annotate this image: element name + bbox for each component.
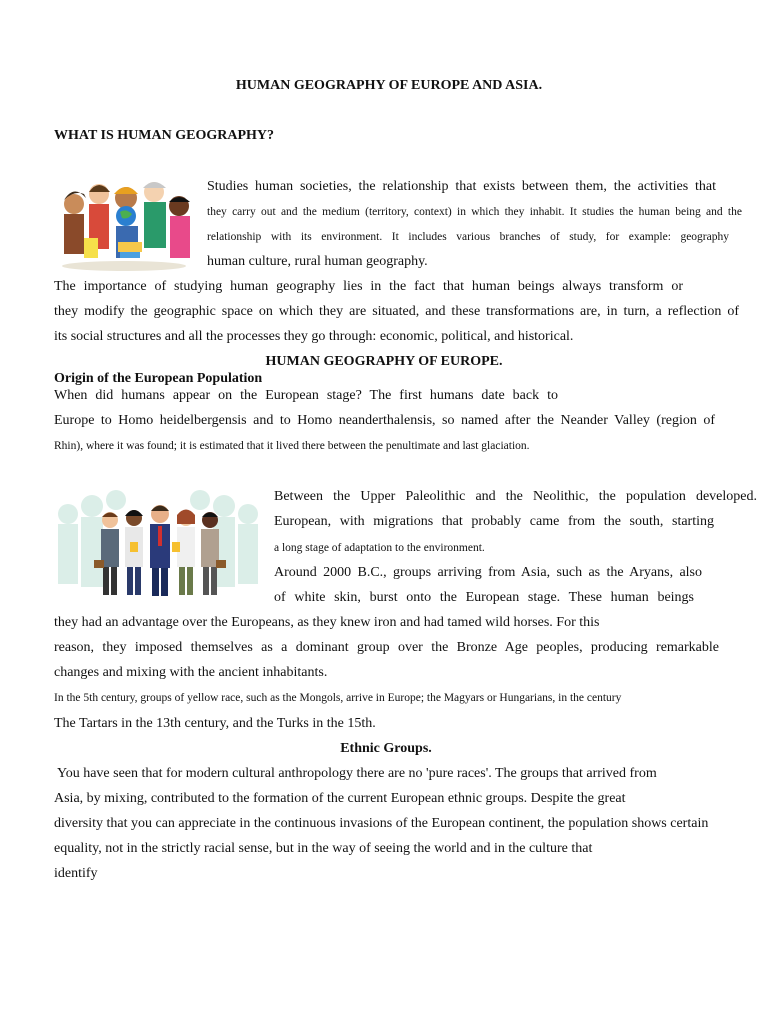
development-line-5: of white skin, burst onto the European stage. These human beings [274,590,694,605]
importance-line-3: its social structures and all the processes they go through: economic, political, and historical. [54,329,574,344]
intro-line-1: Studies human societies, the relationship that exists between them, the activities that [207,179,716,194]
diverse-children-illustration [54,176,194,271]
development-line-9: In the 5th century, groups of yellow race, such as the Mongols, arrive in Europe; the Magyars or Hungarians, in the century [54,692,622,704]
ethnic-groups-heading: Ethnic Groups. [340,741,432,756]
development-line-3: a long stage of adaptation to the environment. [274,542,485,554]
ethnic-line-2: Asia, by mixing, contributed to the formation of the current European ethnic groups. Despite the great [54,791,626,806]
ethnic-line-3: diversity that you can appreciate in the continuous invasions of the European continent, the population shows certain [54,816,709,831]
development-line-10: The Tartars in the 13th century, and the Turks in the 15th. [54,716,376,731]
origin-line-1: When did humans appear on the European stage? The first humans date back to [54,388,558,403]
importance-line-1: The importance of studying human geography lies in the fact that human beings always transform or [54,279,683,294]
development-line-2: European, with migrations that probably came from the south, starting [274,514,714,529]
ethnic-line-1: You have seen that for modern cultural anthropology there are no 'pure races'. The groups that arrived from [54,766,657,781]
development-line-1: Between the Upper Paleolithic and the Neolithic, the population developed. [274,489,757,504]
intro-line-3: relationship with its environment. It includes various branches of study, for example: geography [207,231,729,243]
development-line-4: Around 2000 B.C., groups arriving from Asia, such as the Aryans, also [274,565,702,580]
intro-line-4: human culture, rural human geography. [207,254,428,269]
document-title: HUMAN GEOGRAPHY OF EUROPE AND ASIA. [235,78,543,93]
origin-line-3: Rhin), where it was found; it is estimated that it lived there between the penultimate and last glaciation. [54,440,530,452]
intro-line-2: they carry out and the medium (territory, context) in which they inhabit. It studies the human being and the [207,206,742,218]
development-line-8: changes and mixing with the ancient inhabitants. [54,665,328,680]
development-line-6: they had an advantage over the Europeans, as they knew iron and had tamed wild horses. For this [54,615,600,630]
importance-line-2: they modify the geographic space on which they are situated, and these transformations are, in turn, a reflection of [54,304,739,319]
section-question-heading: WHAT IS HUMAN GEOGRAPHY? [54,128,274,143]
development-line-7: reason, they imposed themselves as a dominant group over the Bronze Age peoples, producing remarkable [54,640,719,655]
origin-line-2: Europe to Homo heidelbergensis and to Homo neanderthalensis, so named after the Neander Valley (region of [54,413,715,428]
group-of-people-illustration [56,484,260,602]
ethnic-line-4: equality, not in the strictly racial sense, but in the way of seeing the world and in the culture that [54,841,593,856]
europe-heading: HUMAN GEOGRAPHY OF EUROPE. [265,354,503,369]
ethnic-line-5: identify [54,866,98,881]
origin-heading: Origin of the European Population [54,371,263,386]
